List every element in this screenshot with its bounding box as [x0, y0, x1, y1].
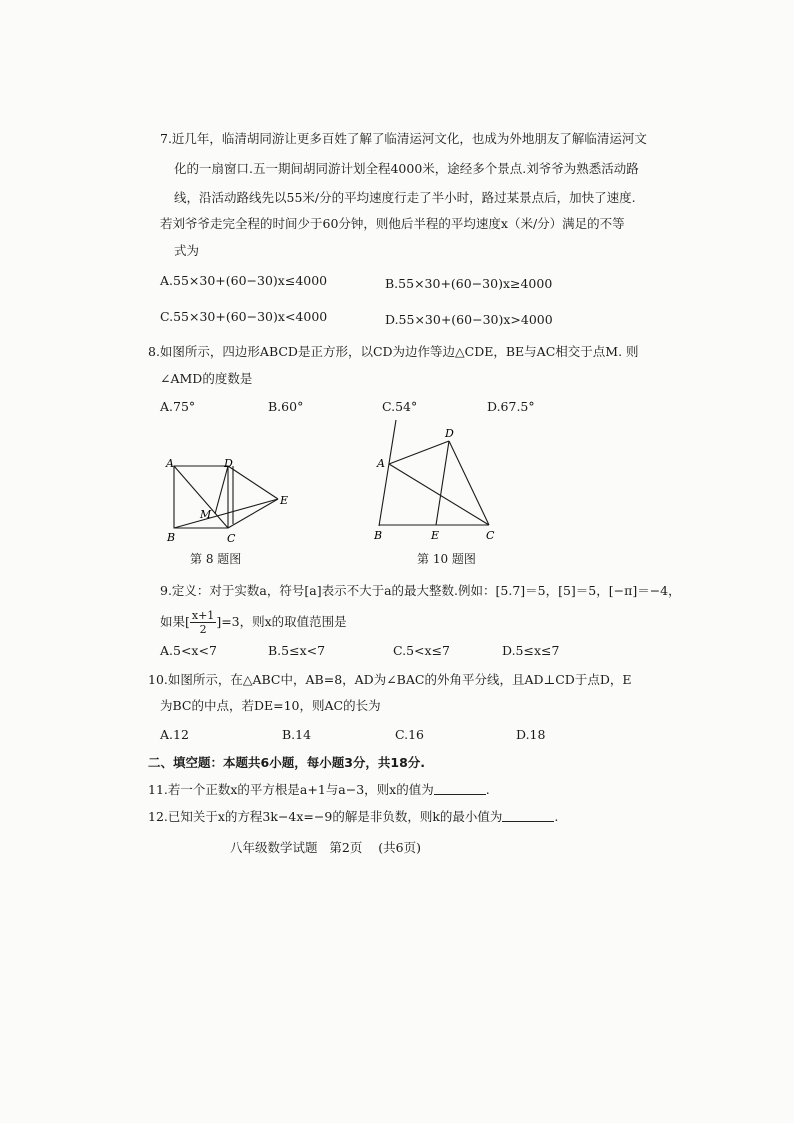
fig10-line-ab-extended	[379, 420, 396, 526]
fig10-label-e: E	[431, 529, 440, 542]
q10-option-a: A.12	[160, 727, 189, 742]
q10-option-b: B.14	[282, 727, 312, 742]
q12-line	[148, 808, 558, 826]
section-2-title: 二、填空题：本题共6小题，每小题3分，共18分.	[148, 755, 426, 770]
q11-text: 11.若一个正数x的平方根是a+1与a−3，则x的值为	[148, 782, 434, 797]
figure-10	[365, 418, 505, 546]
fig8-line-be	[174, 499, 278, 528]
fig10-line-ad	[389, 441, 449, 464]
q7-line-4: 若刘爷爷走完全程的时间少于60分钟，则他后半程的平均速度x（米/分）满足的不等	[160, 216, 625, 231]
fig8-label-d: D	[224, 457, 233, 470]
q8-option-c: C.54°	[382, 399, 418, 414]
q9-fraction-denominator: 2	[199, 623, 207, 636]
fig10-label-c: C	[486, 529, 495, 542]
q9-option-b: B.5≤x<7	[268, 643, 326, 658]
fig8-label-c: C	[227, 532, 236, 545]
q9-line-2	[160, 609, 347, 636]
q7-option-d: D.55×30+(60−30)x>4000	[385, 312, 553, 327]
fig10-label-d: D	[445, 427, 454, 440]
fig8-label-e: E	[280, 494, 289, 507]
q12-text: 12.已知关于x的方程3k−4x=−9的解是非负数，则k的最小值为	[148, 809, 503, 824]
q10-line-1: 10.如图所示，在△ABC中，AB=8，AD为∠BAC的外角平分线，且AD⊥CD于点D，E	[148, 672, 632, 687]
q9-option-a: A.5<x<7	[160, 643, 217, 658]
q10-option-c: C.16	[395, 727, 424, 742]
q7-line-1: 7.近几年，临清胡同游让更多百姓了解了临清运河文化，也成为外地朋友了解临清运河文	[160, 131, 647, 146]
q7-line-3: 线，沿活动路线先以55米/分的平均速度行走了半小时，路过某景点后，加快了速度.	[174, 190, 636, 205]
fig8-caption: 第 8 题图	[190, 552, 242, 566]
fig10-label-a: A	[377, 457, 385, 470]
q11-line	[148, 781, 490, 799]
q9-fraction-numerator: x+1	[191, 609, 215, 622]
q12-end: .	[554, 809, 559, 824]
q8-option-b: B.60°	[268, 399, 304, 414]
q11-end: .	[485, 782, 490, 797]
fig10-label-b: B	[374, 529, 383, 542]
q7-option-b: B.55×30+(60−30)x≥4000	[385, 276, 553, 291]
q8-option-d: D.67.5°	[487, 399, 535, 414]
q10-line-2: 为BC的中点，若DE=10，则AC的长为	[160, 698, 381, 713]
page-footer: 八年级数学试题 第2页 (共6页)	[230, 840, 421, 855]
q9-option-c: C.5<x≤7	[393, 643, 450, 658]
q12-answer-blank	[502, 809, 554, 822]
q9-line-2-prefix: 如果[	[160, 614, 190, 629]
q7-option-a: A.55×30+(60−30)x≤4000	[160, 273, 328, 288]
fig8-label-a: A	[166, 457, 174, 470]
fig8-label-b: B	[167, 531, 176, 544]
fig8-line-ce	[228, 499, 278, 528]
q11-answer-blank	[434, 782, 486, 795]
q8-line-1: 8.如图所示，四边形ABCD是正方形，以CD为边作等边△CDE，BE与AC相交于点M. 则	[148, 344, 639, 359]
q7-line-5: 式为	[174, 243, 200, 258]
q9-line-2-suffix: ]=3，则x的取值范围是	[216, 614, 347, 629]
fig10-line-de	[436, 441, 449, 525]
fig10-caption: 第 10 题图	[417, 552, 476, 566]
q8-option-a: A.75°	[160, 399, 196, 414]
fig8-line-dm	[215, 466, 228, 514]
fig8-label-m: M	[200, 508, 212, 521]
q7-line-2: 化的一扇窗口.五一期间胡同游计划全程4000米，途经多个景点.刘爷爷为熟悉活动路	[174, 161, 639, 176]
figure-8	[160, 452, 300, 547]
q9-option-d: D.5≤x≤7	[502, 643, 560, 658]
q9-line-1: 9.定义：对于实数a，符号[a]表示不大于a的最大整数.例如：[5.7]＝5，[5]＝5，[−π]＝−4，	[160, 583, 681, 598]
q8-line-2: ∠AMD的度数是	[160, 371, 253, 386]
q7-option-c: C.55×30+(60−30)x<4000	[160, 309, 328, 324]
q9-fraction	[190, 609, 216, 636]
fig8-line-de	[228, 466, 278, 499]
q10-option-d: D.18	[516, 727, 546, 742]
